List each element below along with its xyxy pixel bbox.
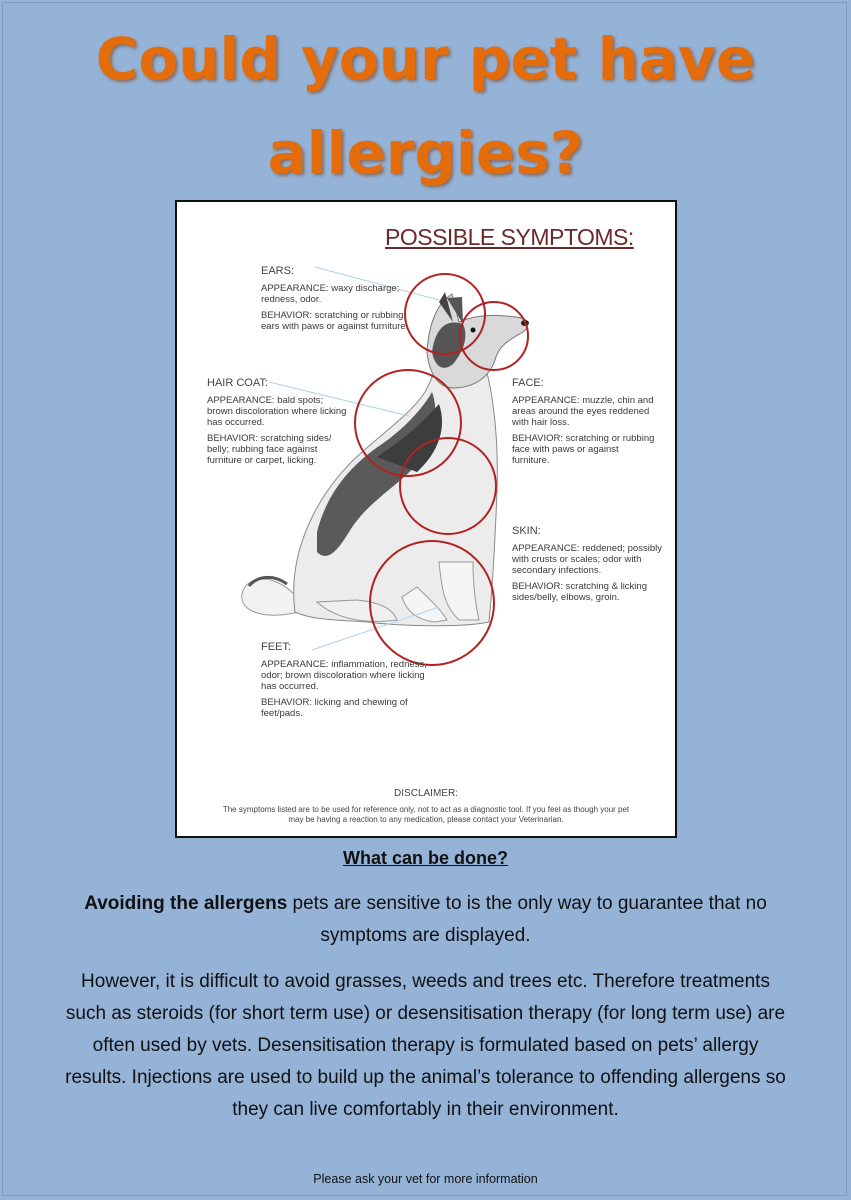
feet-heading: FEET: <box>261 641 291 653</box>
face-heading: FACE: <box>512 377 544 389</box>
footer-note: Please ask your vet for more information <box>313 1172 538 1186</box>
ears-appearance: APPEARANCE: waxy discharge; redness, odor. <box>261 283 400 305</box>
what-can-be-done-heading: What can be done? <box>342 848 508 868</box>
page-title-line-1: Could your pet have <box>95 25 756 93</box>
skin-section <box>512 526 672 608</box>
hair-coat-heading: HAIR COAT: <box>207 377 268 389</box>
avoid-allergens-rest: pets are sensitive to is the only way to guarantee that no symptoms are displayed. <box>287 893 767 946</box>
face-section <box>512 378 657 471</box>
symptoms-poster <box>175 200 677 838</box>
ears-section <box>261 266 411 337</box>
skin-heading: SKIN: <box>512 525 541 537</box>
ears-heading: EARS: <box>261 265 295 277</box>
skin-behavior: BEHAVIOR: scratching & licking sides/belly, elbows, groin. <box>512 581 647 603</box>
hair-coat-appearance: APPEARANCE: bald spots; brown discoloration where licking has occurred. <box>207 395 347 428</box>
treatment-paragraph: However, it is difficult to avoid grasses, weeds and trees etc. Therefore treatments such as steroids (for short term use) or desensitisation therapy (for long term use) are often used by vets. Desensitisation therapy is formulated based on pets’ allergy results. Injections are used to build up the animal’s tolerance to offending allergens so they can live comfortably in their environment. <box>65 971 786 1120</box>
face-appearance: APPEARANCE: muzzle, chin and areas around the eyes reddened with hair loss. <box>512 395 654 428</box>
hair-coat-section <box>207 378 347 471</box>
skin-appearance: APPEARANCE: reddened; possibly with crusts or scales; odor with secondary infections. <box>512 543 662 576</box>
disclaimer-title: DISCLAIMER: <box>394 788 458 799</box>
dog-illustration <box>177 202 675 836</box>
avoid-allergens-bold: Avoiding the allergens <box>84 893 288 914</box>
hair-coat-behavior: BEHAVIOR: scratching sides/ belly; rubbing face against furniture or carpet, licking. <box>207 433 332 466</box>
feet-behavior: BEHAVIOR: licking and chewing of feet/pads. <box>261 697 408 719</box>
feet-section <box>261 642 431 724</box>
disclaimer-text: The symptoms listed are to be used for reference only, not to act as a diagnostic tool. If you feel as though your pet may be having a reaction to any medication, please contact your Veterinarian. <box>222 805 630 824</box>
page-title-line-2: allergies? <box>267 119 584 187</box>
face-behavior: BEHAVIOR: scratching or rubbing face with paws or against furniture. <box>512 433 655 466</box>
ears-behavior: BEHAVIOR: scratching or rubbing ears with paws or against furniture. <box>261 310 409 332</box>
poster-heading: POSSIBLE SYMPTOMS: <box>385 224 634 250</box>
feet-appearance: APPEARANCE: inflammation, redness, odor; brown discoloration where licking has occurred. <box>261 659 427 692</box>
avoid-allergens-paragraph <box>60 888 791 952</box>
